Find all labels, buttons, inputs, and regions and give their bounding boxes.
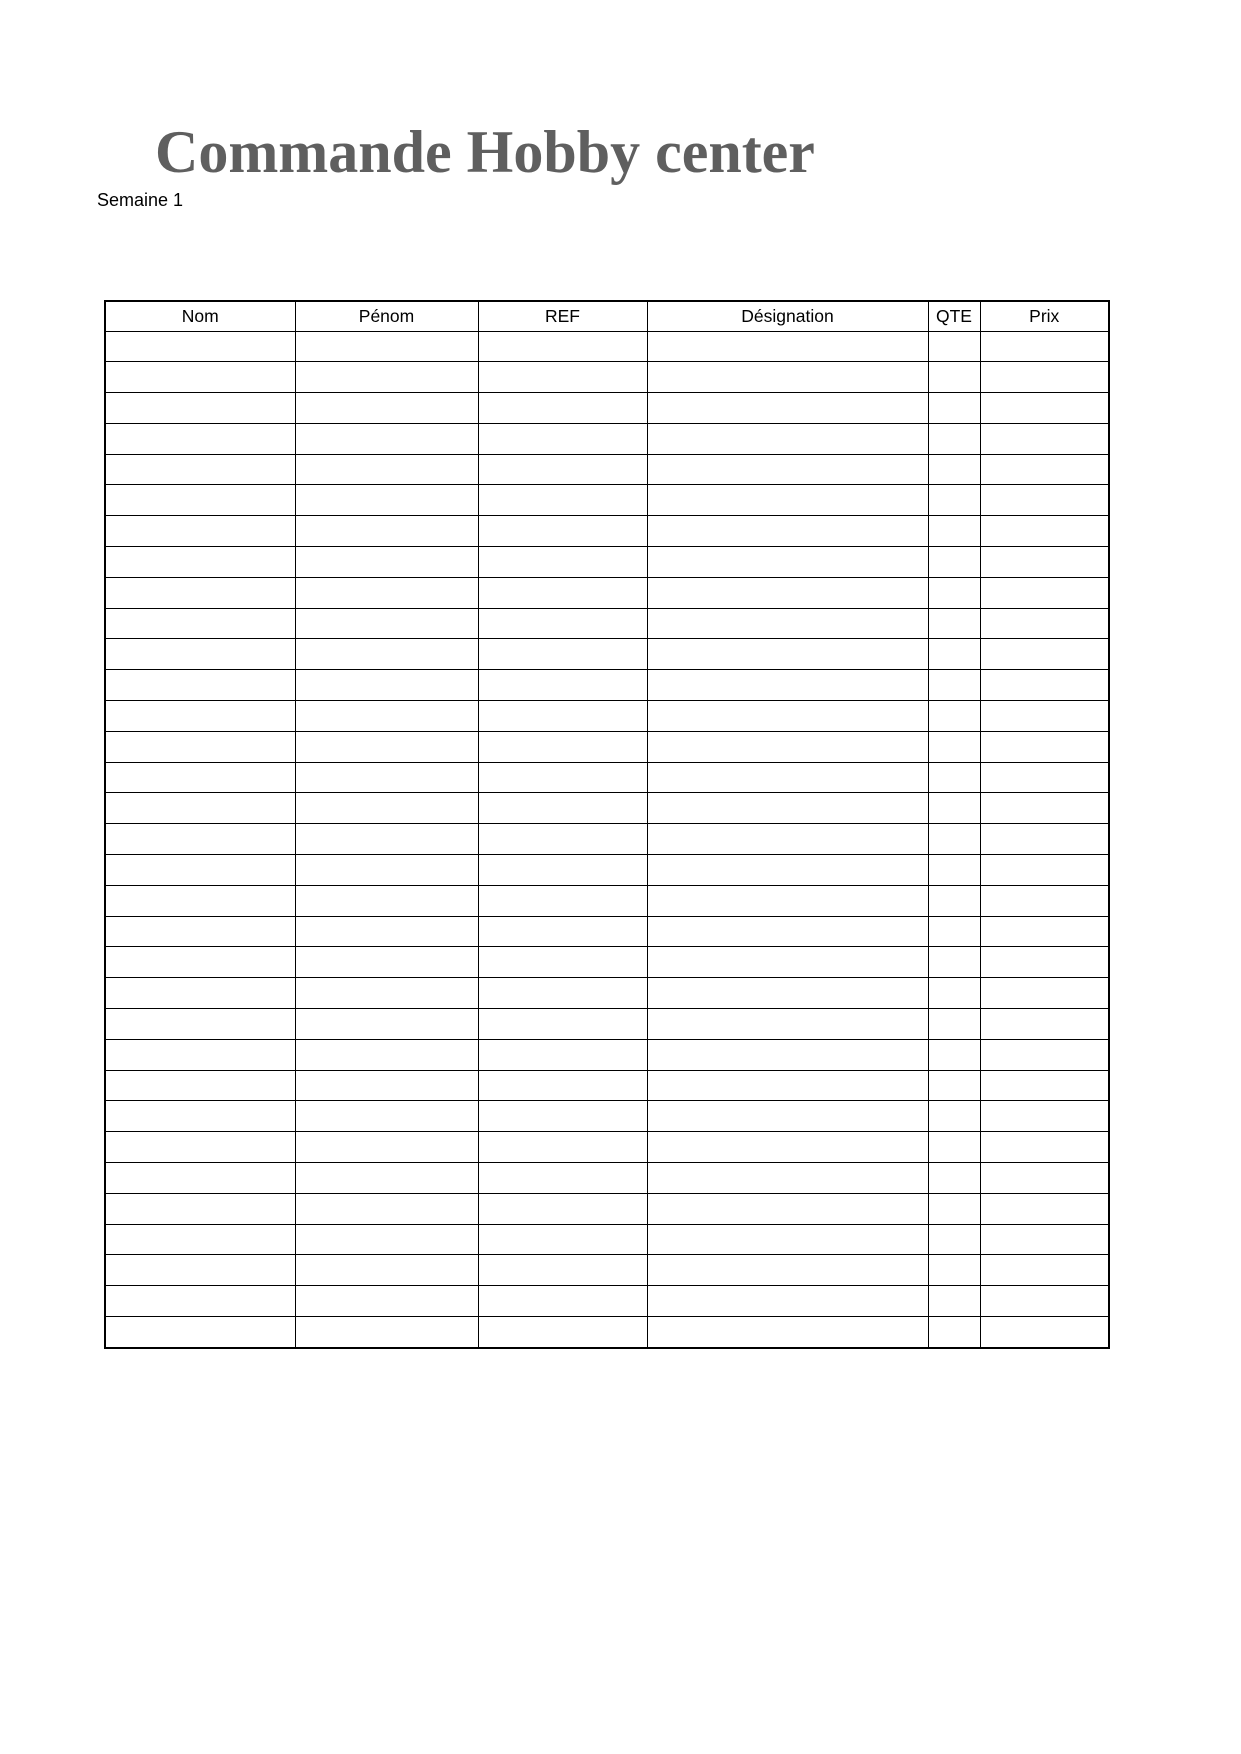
empty-cell-penom[interactable] <box>295 701 478 732</box>
empty-cell-penom[interactable] <box>295 1101 478 1132</box>
empty-cell-penom[interactable] <box>295 393 478 424</box>
empty-cell-prix[interactable] <box>980 1163 1109 1194</box>
empty-cell-prix[interactable] <box>980 1009 1109 1040</box>
table-row <box>105 1101 1109 1132</box>
empty-cell-designation[interactable] <box>647 1224 928 1255</box>
table-row <box>105 916 1109 947</box>
empty-cell-penom[interactable] <box>295 1286 478 1317</box>
empty-cell-qte[interactable] <box>928 1101 980 1132</box>
empty-cell-designation[interactable] <box>647 393 928 424</box>
empty-cell-nom[interactable] <box>105 762 295 793</box>
column-header-designation: Désignation <box>647 301 928 331</box>
empty-cell-nom[interactable] <box>105 1255 295 1286</box>
document-subtitle: Semaine 1 <box>97 190 184 210</box>
empty-cell-ref[interactable] <box>478 1224 647 1255</box>
empty-cell-penom[interactable] <box>295 516 478 547</box>
empty-cell-qte[interactable] <box>928 701 980 732</box>
table-row <box>105 855 1109 886</box>
empty-cell-prix[interactable] <box>980 978 1109 1009</box>
empty-cell-penom[interactable] <box>295 1070 478 1101</box>
table-row <box>105 1039 1109 1070</box>
table-row <box>105 393 1109 424</box>
empty-cell-penom[interactable] <box>295 793 478 824</box>
empty-cell-penom[interactable] <box>295 485 478 516</box>
empty-cell-prix[interactable] <box>980 393 1109 424</box>
empty-cell-nom[interactable] <box>105 639 295 670</box>
empty-cell-ref[interactable] <box>478 793 647 824</box>
empty-cell-ref[interactable] <box>478 1070 647 1101</box>
empty-cell-qte[interactable] <box>928 1286 980 1317</box>
empty-cell-designation[interactable] <box>647 793 928 824</box>
empty-cell-designation[interactable] <box>647 1193 928 1224</box>
table-row <box>105 547 1109 578</box>
empty-cell-nom[interactable] <box>105 701 295 732</box>
table-row <box>105 885 1109 916</box>
table-row <box>105 1009 1109 1040</box>
empty-cell-prix[interactable] <box>980 516 1109 547</box>
empty-cell-nom[interactable] <box>105 454 295 485</box>
column-header-penom: Pénom <box>295 301 478 331</box>
empty-cell-nom[interactable] <box>105 423 295 454</box>
empty-cell-qte[interactable] <box>928 423 980 454</box>
empty-cell-prix[interactable] <box>980 608 1109 639</box>
empty-cell-nom[interactable] <box>105 516 295 547</box>
empty-cell-qte[interactable] <box>928 885 980 916</box>
empty-cell-nom[interactable] <box>105 855 295 886</box>
empty-cell-prix[interactable] <box>980 1255 1109 1286</box>
empty-cell-penom[interactable] <box>295 855 478 886</box>
empty-cell-qte[interactable] <box>928 916 980 947</box>
empty-cell-nom[interactable] <box>105 793 295 824</box>
empty-cell-designation[interactable] <box>647 1286 928 1317</box>
empty-cell-ref[interactable] <box>478 1317 647 1348</box>
table-row <box>105 577 1109 608</box>
empty-cell-penom[interactable] <box>295 362 478 393</box>
empty-cell-nom[interactable] <box>105 1132 295 1163</box>
empty-cell-qte[interactable] <box>928 824 980 855</box>
empty-cell-designation[interactable] <box>647 516 928 547</box>
empty-cell-ref[interactable] <box>478 762 647 793</box>
empty-cell-ref[interactable] <box>478 1193 647 1224</box>
column-header-ref: REF <box>478 301 647 331</box>
empty-cell-nom[interactable] <box>105 731 295 762</box>
empty-cell-qte[interactable] <box>928 485 980 516</box>
empty-cell-penom[interactable] <box>295 731 478 762</box>
empty-cell-nom[interactable] <box>105 1286 295 1317</box>
empty-cell-designation[interactable] <box>647 547 928 578</box>
empty-cell-qte[interactable] <box>928 577 980 608</box>
table-row <box>105 454 1109 485</box>
empty-cell-qte[interactable] <box>928 1193 980 1224</box>
empty-cell-qte[interactable] <box>928 1255 980 1286</box>
empty-cell-penom[interactable] <box>295 762 478 793</box>
empty-cell-nom[interactable] <box>105 1009 295 1040</box>
empty-cell-penom[interactable] <box>295 1224 478 1255</box>
empty-cell-ref[interactable] <box>478 824 647 855</box>
empty-cell-designation[interactable] <box>647 1070 928 1101</box>
empty-cell-prix[interactable] <box>980 639 1109 670</box>
empty-cell-qte[interactable] <box>928 1163 980 1194</box>
empty-cell-prix[interactable] <box>980 1039 1109 1070</box>
empty-cell-designation[interactable] <box>647 423 928 454</box>
table-row <box>105 793 1109 824</box>
table-row <box>105 331 1109 362</box>
empty-cell-nom[interactable] <box>105 1101 295 1132</box>
empty-cell-ref[interactable] <box>478 362 647 393</box>
header-row <box>105 301 1109 331</box>
empty-cell-penom[interactable] <box>295 1255 478 1286</box>
empty-cell-nom[interactable] <box>105 978 295 1009</box>
empty-cell-ref[interactable] <box>478 1009 647 1040</box>
empty-cell-nom[interactable] <box>105 824 295 855</box>
table-row <box>105 947 1109 978</box>
empty-cell-designation[interactable] <box>647 331 928 362</box>
empty-cell-nom[interactable] <box>105 485 295 516</box>
empty-cell-penom[interactable] <box>295 454 478 485</box>
empty-cell-ref[interactable] <box>478 454 647 485</box>
empty-cell-ref[interactable] <box>478 978 647 1009</box>
empty-cell-qte[interactable] <box>928 639 980 670</box>
empty-cell-prix[interactable] <box>980 762 1109 793</box>
empty-cell-penom[interactable] <box>295 639 478 670</box>
empty-cell-qte[interactable] <box>928 608 980 639</box>
empty-cell-qte[interactable] <box>928 670 980 701</box>
empty-cell-designation[interactable] <box>647 1163 928 1194</box>
empty-cell-qte[interactable] <box>928 793 980 824</box>
empty-cell-penom[interactable] <box>295 577 478 608</box>
empty-cell-designation[interactable] <box>647 916 928 947</box>
empty-cell-designation[interactable] <box>647 762 928 793</box>
empty-cell-nom[interactable] <box>105 608 295 639</box>
empty-cell-nom[interactable] <box>105 1224 295 1255</box>
empty-cell-designation[interactable] <box>647 1132 928 1163</box>
empty-cell-prix[interactable] <box>980 1193 1109 1224</box>
empty-cell-ref[interactable] <box>478 1132 647 1163</box>
empty-cell-nom[interactable] <box>105 577 295 608</box>
empty-cell-designation[interactable] <box>647 485 928 516</box>
empty-cell-prix[interactable] <box>980 916 1109 947</box>
empty-cell-penom[interactable] <box>295 1163 478 1194</box>
empty-cell-ref[interactable] <box>478 423 647 454</box>
order-table-body <box>105 331 1109 1348</box>
empty-cell-ref[interactable] <box>478 1101 647 1132</box>
empty-cell-nom[interactable] <box>105 670 295 701</box>
empty-cell-prix[interactable] <box>980 855 1109 886</box>
empty-cell-qte[interactable] <box>928 947 980 978</box>
empty-cell-ref[interactable] <box>478 885 647 916</box>
empty-cell-ref[interactable] <box>478 577 647 608</box>
table-row <box>105 670 1109 701</box>
empty-cell-designation[interactable] <box>647 1101 928 1132</box>
empty-cell-ref[interactable] <box>478 701 647 732</box>
empty-cell-ref[interactable] <box>478 608 647 639</box>
empty-cell-ref[interactable] <box>478 1039 647 1070</box>
empty-cell-ref[interactable] <box>478 916 647 947</box>
document-title: Commande Hobby center <box>155 119 815 185</box>
empty-cell-prix[interactable] <box>980 485 1109 516</box>
empty-cell-penom[interactable] <box>295 1039 478 1070</box>
empty-cell-prix[interactable] <box>980 670 1109 701</box>
empty-cell-penom[interactable] <box>295 608 478 639</box>
empty-cell-prix[interactable] <box>980 731 1109 762</box>
column-header-qte: QTE <box>928 301 980 331</box>
empty-cell-designation[interactable] <box>647 855 928 886</box>
table-row <box>105 1163 1109 1194</box>
empty-cell-ref[interactable] <box>478 1286 647 1317</box>
empty-cell-designation[interactable] <box>647 1039 928 1070</box>
empty-cell-qte[interactable] <box>928 1009 980 1040</box>
empty-cell-nom[interactable] <box>105 916 295 947</box>
table-row <box>105 824 1109 855</box>
empty-cell-prix[interactable] <box>980 577 1109 608</box>
empty-cell-qte[interactable] <box>928 547 980 578</box>
empty-cell-penom[interactable] <box>295 423 478 454</box>
empty-cell-ref[interactable] <box>478 855 647 886</box>
empty-cell-nom[interactable] <box>105 1039 295 1070</box>
table-row <box>105 362 1109 393</box>
empty-cell-qte[interactable] <box>928 762 980 793</box>
empty-cell-nom[interactable] <box>105 1317 295 1348</box>
empty-cell-ref[interactable] <box>478 331 647 362</box>
empty-cell-prix[interactable] <box>980 793 1109 824</box>
empty-cell-prix[interactable] <box>980 1070 1109 1101</box>
empty-cell-prix[interactable] <box>980 1317 1109 1348</box>
empty-cell-penom[interactable] <box>295 331 478 362</box>
empty-cell-nom[interactable] <box>105 1070 295 1101</box>
order-table-header <box>105 301 1109 331</box>
empty-cell-prix[interactable] <box>980 423 1109 454</box>
empty-cell-nom[interactable] <box>105 885 295 916</box>
empty-cell-qte[interactable] <box>928 1317 980 1348</box>
empty-cell-ref[interactable] <box>478 547 647 578</box>
empty-cell-nom[interactable] <box>105 362 295 393</box>
empty-cell-penom[interactable] <box>295 916 478 947</box>
empty-cell-designation[interactable] <box>647 670 928 701</box>
empty-cell-ref[interactable] <box>478 1255 647 1286</box>
empty-cell-prix[interactable] <box>980 547 1109 578</box>
empty-cell-qte[interactable] <box>928 516 980 547</box>
table-row <box>105 516 1109 547</box>
empty-cell-penom[interactable] <box>295 824 478 855</box>
table-row <box>105 762 1109 793</box>
empty-cell-qte[interactable] <box>928 1070 980 1101</box>
empty-cell-designation[interactable] <box>647 1317 928 1348</box>
empty-cell-designation[interactable] <box>647 1009 928 1040</box>
empty-cell-penom[interactable] <box>295 1193 478 1224</box>
table-row <box>105 1317 1109 1348</box>
empty-cell-qte[interactable] <box>928 393 980 424</box>
empty-cell-nom[interactable] <box>105 547 295 578</box>
empty-cell-designation[interactable] <box>647 454 928 485</box>
empty-cell-qte[interactable] <box>928 978 980 1009</box>
empty-cell-designation[interactable] <box>647 608 928 639</box>
empty-cell-penom[interactable] <box>295 1009 478 1040</box>
empty-cell-nom[interactable] <box>105 1193 295 1224</box>
table-row <box>105 978 1109 1009</box>
empty-cell-designation[interactable] <box>647 947 928 978</box>
empty-cell-ref[interactable] <box>478 516 647 547</box>
empty-cell-designation[interactable] <box>647 1255 928 1286</box>
table-row <box>105 1193 1109 1224</box>
empty-cell-qte[interactable] <box>928 1039 980 1070</box>
empty-cell-qte[interactable] <box>928 731 980 762</box>
empty-cell-nom[interactable] <box>105 393 295 424</box>
empty-cell-prix[interactable] <box>980 885 1109 916</box>
empty-cell-penom[interactable] <box>295 547 478 578</box>
empty-cell-designation[interactable] <box>647 824 928 855</box>
empty-cell-prix[interactable] <box>980 362 1109 393</box>
column-header-nom: Nom <box>105 301 295 331</box>
empty-cell-prix[interactable] <box>980 824 1109 855</box>
empty-cell-qte[interactable] <box>928 454 980 485</box>
empty-cell-prix[interactable] <box>980 1286 1109 1317</box>
table-row <box>105 731 1109 762</box>
empty-cell-designation[interactable] <box>647 978 928 1009</box>
table-row <box>105 608 1109 639</box>
table-row <box>105 423 1109 454</box>
column-header-prix: Prix <box>980 301 1109 331</box>
empty-cell-prix[interactable] <box>980 1132 1109 1163</box>
empty-cell-penom[interactable] <box>295 670 478 701</box>
empty-cell-penom[interactable] <box>295 885 478 916</box>
empty-cell-qte[interactable] <box>928 362 980 393</box>
empty-cell-qte[interactable] <box>928 855 980 886</box>
empty-cell-nom[interactable] <box>105 947 295 978</box>
empty-cell-penom[interactable] <box>295 1317 478 1348</box>
table-row <box>105 639 1109 670</box>
empty-cell-prix[interactable] <box>980 701 1109 732</box>
table-row <box>105 1224 1109 1255</box>
empty-cell-ref[interactable] <box>478 393 647 424</box>
empty-cell-penom[interactable] <box>295 947 478 978</box>
empty-cell-designation[interactable] <box>647 362 928 393</box>
empty-cell-prix[interactable] <box>980 331 1109 362</box>
empty-cell-designation[interactable] <box>647 731 928 762</box>
table-row <box>105 1286 1109 1317</box>
empty-cell-prix[interactable] <box>980 1101 1109 1132</box>
empty-cell-prix[interactable] <box>980 454 1109 485</box>
empty-cell-nom[interactable] <box>105 331 295 362</box>
empty-cell-ref[interactable] <box>478 1163 647 1194</box>
table-row <box>105 1132 1109 1163</box>
empty-cell-qte[interactable] <box>928 1132 980 1163</box>
empty-cell-designation[interactable] <box>647 639 928 670</box>
empty-cell-penom[interactable] <box>295 1132 478 1163</box>
table-row <box>105 1070 1109 1101</box>
empty-cell-qte[interactable] <box>928 331 980 362</box>
empty-cell-ref[interactable] <box>478 639 647 670</box>
table-row <box>105 485 1109 516</box>
table-row <box>105 1255 1109 1286</box>
empty-cell-qte[interactable] <box>928 1224 980 1255</box>
empty-cell-prix[interactable] <box>980 1224 1109 1255</box>
empty-cell-ref[interactable] <box>478 947 647 978</box>
empty-cell-nom[interactable] <box>105 1163 295 1194</box>
empty-cell-designation[interactable] <box>647 577 928 608</box>
empty-cell-prix[interactable] <box>980 947 1109 978</box>
table-row <box>105 701 1109 732</box>
empty-cell-ref[interactable] <box>478 731 647 762</box>
empty-cell-designation[interactable] <box>647 885 928 916</box>
empty-cell-designation[interactable] <box>647 701 928 732</box>
empty-cell-penom[interactable] <box>295 978 478 1009</box>
order-table <box>104 300 1110 1349</box>
empty-cell-ref[interactable] <box>478 485 647 516</box>
empty-cell-ref[interactable] <box>478 670 647 701</box>
